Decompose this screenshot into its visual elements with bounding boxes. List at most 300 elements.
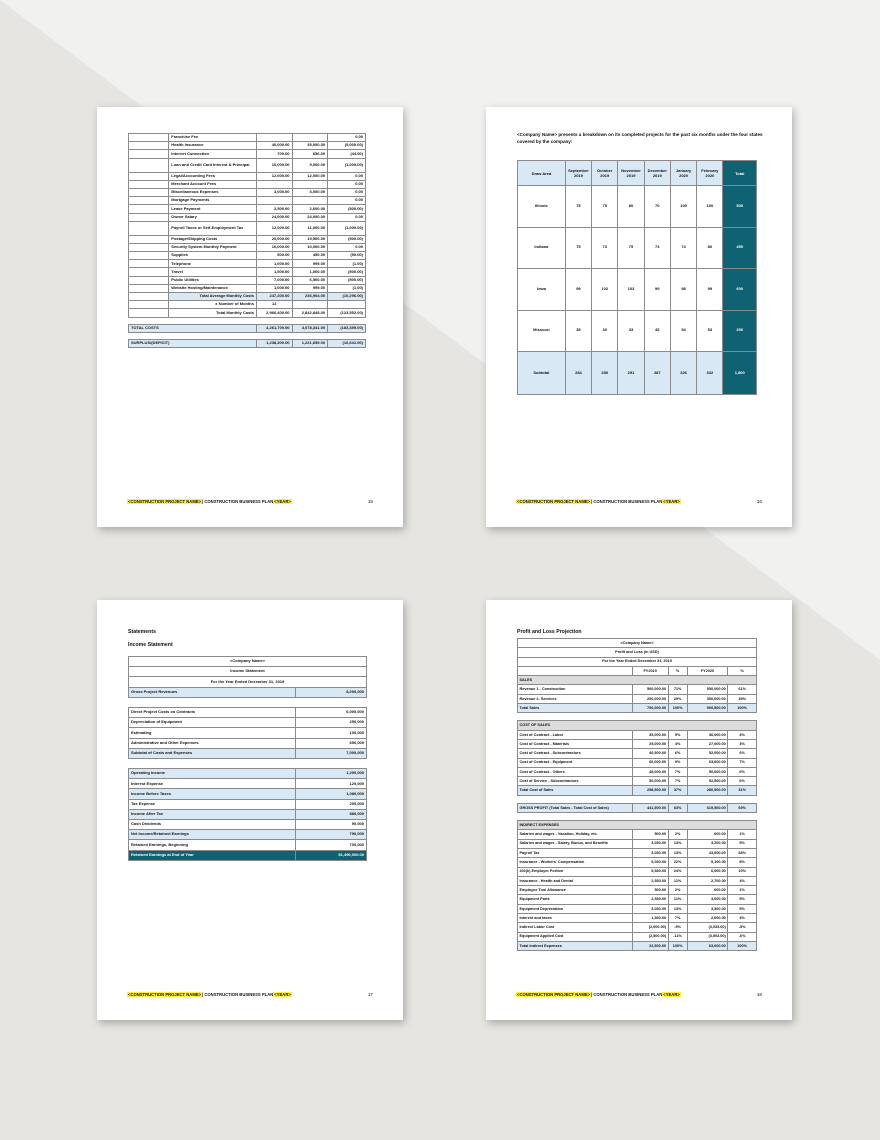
project-count: 99: [697, 269, 723, 311]
title-row: [129, 667, 367, 677]
line-value: 71%: [668, 685, 687, 694]
line-value: 7%: [668, 914, 687, 923]
line-value: 120,000: [295, 779, 366, 789]
line-value: 3,300.00: [687, 904, 728, 913]
table-cell: [518, 795, 757, 803]
table-cell: [129, 180, 169, 188]
state-row: [518, 186, 757, 228]
table-cell: [129, 276, 169, 284]
page-number: 18: [756, 991, 762, 997]
cost-row: [129, 205, 366, 213]
line-label: Revenue 1 - Construction: [518, 685, 633, 694]
total-row: [518, 786, 757, 795]
line-value: 5%: [728, 895, 757, 904]
line-value: 9%: [668, 758, 687, 767]
line-label: Administrative and Other Expenses: [129, 738, 296, 748]
line-value: 100%: [668, 704, 687, 713]
months-label: x Number of Months: [169, 301, 257, 309]
project-count: 54: [670, 310, 696, 352]
section-heading: Profit and Loss Projection: [517, 629, 582, 635]
line-row: [518, 932, 757, 941]
line-row: [129, 809, 367, 819]
statement-title: For the Year Ended December 31, 2019: [518, 657, 757, 666]
line-value: 1,080,000: [295, 789, 366, 799]
actual-value: [292, 134, 328, 142]
line-value: 500,000.00: [632, 685, 668, 694]
state-name: Iowa: [518, 269, 566, 311]
line-value: 2%: [668, 830, 687, 839]
budget-value: 1,000.00: [256, 284, 292, 292]
line-value: 5,030.00: [632, 858, 668, 867]
table-cell: 2,842,848.00: [292, 309, 328, 317]
line-value: 48,000.00: [632, 767, 668, 776]
spacer-row: [518, 813, 757, 821]
total-row: [518, 704, 757, 713]
column-header: January 2020: [670, 161, 696, 186]
line-value: 4%: [668, 739, 687, 748]
project-count: 103: [618, 269, 644, 311]
cost-row: [129, 252, 366, 260]
column-header: FY2020: [687, 666, 728, 675]
line-value: 31%: [728, 786, 757, 795]
line-label: Revenue 2- Services: [518, 694, 633, 703]
line-label: Salaries and wages - Salary, Bonus, and Benefits: [518, 839, 633, 848]
monthly-row: [129, 309, 366, 317]
line-row: [518, 685, 757, 694]
line-value: 2,700.00: [687, 876, 728, 885]
table-cell: [129, 205, 169, 213]
line-value: 700,000.00: [632, 704, 668, 713]
line-value: (2,500.00): [632, 932, 668, 941]
actual-value: 1,000.00: [292, 268, 328, 276]
table-cell: [129, 268, 169, 276]
line-value: 600.00: [687, 886, 728, 895]
variance-value: (500.00): [328, 276, 366, 284]
table-cell: (123,552.00): [328, 309, 366, 317]
table-cell: [129, 134, 169, 142]
state-row: [518, 310, 757, 352]
end-row: [129, 850, 367, 860]
line-value: 350,000.00: [687, 694, 728, 703]
table-cell: (183,359.00): [328, 324, 366, 332]
line-value: 3%: [728, 739, 757, 748]
project-count: 73: [644, 227, 670, 269]
line-label: Cost of Contract - Others: [518, 767, 633, 776]
table-cell: 4,261,700.00: [256, 324, 292, 332]
line-value: 29%: [668, 694, 687, 703]
cost-row: [129, 188, 366, 196]
variance-value: (5,000.00): [328, 142, 366, 150]
table-cell: 2,966,400.00: [256, 309, 292, 317]
project-count: 98: [670, 269, 696, 311]
state-name: Missouri: [518, 310, 566, 352]
line-row: [129, 728, 367, 738]
line-value: 6%: [668, 749, 687, 758]
income-statement-table: [128, 656, 367, 861]
table-cell: [129, 301, 169, 309]
project-count: 99: [644, 269, 670, 311]
spacer-row: [518, 795, 757, 803]
table-cell: [129, 150, 169, 158]
line-value: (3,033.00): [687, 923, 728, 932]
cost-label: Postage/Shipping Costs: [169, 235, 257, 243]
line-value: 650,000: [295, 738, 366, 748]
statement-title: Profit and Loss (in USD): [518, 648, 757, 657]
cost-row: [129, 158, 366, 172]
project-count: 100: [670, 186, 696, 228]
line-value: 68%: [728, 848, 757, 857]
actual-value: [292, 180, 328, 188]
table-cell: [129, 317, 366, 324]
variance-value: (44.00): [328, 150, 366, 158]
subtotal-cell: 280: [592, 352, 618, 395]
table-cell: [129, 758, 367, 768]
table-cell: [129, 309, 169, 317]
line-row: [518, 830, 757, 839]
section-label: INDIRECT EXPENSES: [518, 821, 757, 830]
line-value: (3,503.00): [687, 932, 728, 941]
table-cell: [129, 172, 169, 180]
months-row: [129, 301, 366, 309]
line-value: 3,200.00: [687, 839, 728, 848]
table-cell: 236,904.00: [292, 293, 328, 301]
line-value: -11%: [668, 932, 687, 941]
project-count: 80: [697, 227, 723, 269]
cost-row: [129, 150, 366, 158]
actual-value: 9,000.00: [292, 158, 328, 172]
variance-value: (1.00): [328, 260, 366, 268]
line-value: -5%: [728, 923, 757, 932]
table-cell: [129, 158, 169, 172]
cost-label: Health Insurance: [169, 142, 257, 150]
line-value: 6,000,000: [295, 707, 366, 717]
line-row: [518, 694, 757, 703]
cost-label: Lease Payment: [169, 205, 257, 213]
cost-row: [129, 276, 366, 284]
surplus-label: SURPLUS/(DEFICIT): [129, 339, 257, 347]
cost-label: Miscellaneous Expenses: [169, 188, 257, 196]
footer-project-name: <CONSTRUCTION PROJECT NAME>: [128, 991, 202, 997]
line-value: 280,500.00: [687, 786, 728, 795]
line-label: Operating Income: [129, 769, 296, 779]
project-count: 75: [565, 186, 591, 228]
line-value: 3,030.00: [632, 848, 668, 857]
cost-row: [129, 284, 366, 292]
spacer-row: [129, 332, 366, 339]
line-value: 52,500.00: [687, 777, 728, 786]
budget-value: 7,000.00: [256, 276, 292, 284]
variance-value: 0.00: [328, 180, 366, 188]
line-value: 5%: [728, 839, 757, 848]
state-row: [518, 269, 757, 311]
actual-value: 24,000.00: [292, 213, 328, 221]
line-row: [518, 886, 757, 895]
intro-paragraph: <Company Name> presents a breakdown on its completed projects for the past six months under the four states covered by the company:: [517, 132, 763, 144]
footer-plan-title: | CONSTRUCTION BUSINESS PLAN: [591, 498, 663, 504]
cost-row: [129, 235, 366, 243]
line-value: 37%: [668, 786, 687, 795]
column-header: Total: [723, 161, 757, 186]
cost-label: Owner Salary: [169, 213, 257, 221]
section-heading: Statements: [128, 629, 156, 635]
line-label: Cost of Contract - Equipment: [518, 758, 633, 767]
project-count: 75: [592, 186, 618, 228]
line-value: 22%: [668, 858, 687, 867]
line-value: 1,530.00: [632, 914, 668, 923]
table-cell: [129, 213, 169, 221]
table-cell: [328, 301, 366, 309]
line-label: Indirect Labor Cost: [518, 923, 633, 932]
spacer-row: [129, 317, 366, 324]
months-value: 12: [256, 301, 292, 309]
statement-title: <Company Name>: [129, 657, 367, 667]
line-value: 90,000: [295, 820, 366, 830]
table-cell: 4,078,341.00: [292, 324, 328, 332]
spacer-row: [518, 713, 757, 721]
section-label: SALES: [518, 676, 757, 685]
line-value: 619,500.00: [687, 803, 728, 812]
line-value: 7%: [668, 767, 687, 776]
line-label: Direct Project Costs on Contracts: [129, 707, 296, 717]
line-value: 441,500.00: [632, 803, 668, 812]
footer-project-name: <CONSTRUCTION PROJECT NAME>: [517, 991, 591, 997]
line-row: [129, 738, 367, 748]
budget-value: 1,500.00: [256, 268, 292, 276]
table-cell: [518, 713, 757, 721]
total-row: [518, 803, 757, 812]
budget-value: 3,000.00: [256, 188, 292, 196]
header-row: [518, 161, 757, 186]
section-row: [518, 676, 757, 685]
page-number: 15: [367, 498, 373, 504]
line-value: 35,000.00: [632, 730, 668, 739]
table-cell: [129, 260, 169, 268]
actual-value: 2,600.00: [292, 205, 328, 213]
line-value: (2,000.00): [632, 923, 668, 932]
line-label: 401(k) Employer Portion: [518, 867, 633, 876]
table-cell: [129, 188, 169, 196]
actual-value: 11,000.00: [292, 221, 328, 235]
draw-area-table: [517, 160, 757, 395]
line-label: Gross Project Revenues: [129, 687, 296, 697]
line-value: 3,030.00: [632, 839, 668, 848]
table-cell: [129, 221, 169, 235]
line-value: 100,000: [295, 728, 366, 738]
line-value: 6%: [728, 749, 757, 758]
line-row: [518, 777, 757, 786]
total-costs-label: TOTAL COSTS: [129, 324, 257, 332]
line-value: 880,000: [295, 809, 366, 819]
column-header: Draw Area: [518, 161, 566, 186]
line-row: [129, 718, 367, 728]
column-header: November 2019: [618, 161, 644, 186]
line-label: Tax Expense: [129, 799, 296, 809]
line-label: GROSS PROFIT (Total Sales - Total Cost of Sales): [518, 803, 633, 812]
line-value: 500.00: [632, 886, 668, 895]
line-value: 550,000.00: [687, 685, 728, 694]
column-header: December 2019: [644, 161, 670, 186]
cost-row: [129, 268, 366, 276]
line-value: 100%: [668, 941, 687, 950]
budget-value: 1,000.00: [256, 260, 292, 268]
line-value: 5%: [668, 730, 687, 739]
line-value: 1%: [728, 830, 757, 839]
line-row: [518, 767, 757, 776]
budget-value: 12,000.00: [256, 221, 292, 235]
page-15: [97, 107, 403, 527]
project-count: 70: [644, 186, 670, 228]
title-row: [129, 657, 367, 667]
line-value: 13%: [668, 848, 687, 857]
line-label: Cost of Contract - Subcontractors: [518, 749, 633, 758]
line-value: 3,000.00: [687, 895, 728, 904]
project-count: 250: [723, 310, 757, 352]
line-row: [129, 840, 367, 850]
line-value: 5,530.00: [632, 867, 668, 876]
title-row: [518, 639, 757, 648]
profit-loss-table: [517, 638, 757, 951]
line-value: 8%: [728, 858, 757, 867]
cost-label: Franchise Fee: [169, 134, 257, 142]
line-value: 6,000.00: [687, 867, 728, 876]
actual-value: 3,000.00: [292, 188, 328, 196]
line-label: Income Before Taxes: [129, 789, 296, 799]
state-row: [518, 227, 757, 269]
variance-value: 0.00: [328, 172, 366, 180]
actual-value: 19,500.00: [292, 235, 328, 243]
table-cell: (10,296.00): [328, 293, 366, 301]
line-value: 6%: [728, 767, 757, 776]
variance-value: 0.00: [328, 213, 366, 221]
line-value: -9%: [668, 923, 687, 932]
cost-label: Payroll Taxes or Self-Employment Tax: [169, 221, 257, 235]
actual-value: [292, 197, 328, 205]
page-footer: [516, 990, 762, 998]
footer-plan-title: | CONSTRUCTION BUSINESS PLAN: [202, 498, 274, 504]
line-value: 790,000: [295, 830, 366, 840]
title-row: [518, 648, 757, 657]
state-name: Illinois: [518, 186, 566, 228]
statement-title: For the Year Ended December 31, 2019: [129, 677, 367, 687]
footer-project-name: <CONSTRUCTION PROJECT NAME>: [517, 498, 591, 504]
line-label: Cost of Contract - Labor: [518, 730, 633, 739]
column-header: %: [668, 666, 687, 675]
line-row: [129, 769, 367, 779]
cost-label: Supplies: [169, 252, 257, 260]
line-value: 5%: [728, 904, 757, 913]
cost-label: Security System Monthly Payment: [169, 243, 257, 251]
line-label: Equipment Applied Cost: [518, 932, 633, 941]
line-value: 3,030.00: [632, 904, 668, 913]
line-value: 36,000.00: [687, 730, 728, 739]
subtotal-row: [518, 352, 757, 395]
line-value: 5,100.00: [687, 858, 728, 867]
page-footer: [516, 497, 762, 505]
line-value: 50,000.00: [687, 767, 728, 776]
project-count: 102: [592, 269, 618, 311]
table-cell: [129, 284, 169, 292]
line-value: 63%: [668, 803, 687, 812]
column-header: February 2020: [697, 161, 723, 186]
line-row: [518, 839, 757, 848]
section-row: [518, 821, 757, 830]
line-value: $1,490,000.00: [295, 850, 366, 860]
project-count: 33: [618, 310, 644, 352]
table-cell: [292, 301, 328, 309]
line-label: Cost of Service - Subcontractors: [518, 777, 633, 786]
page-17: [97, 600, 403, 1020]
subtotal-cell: 1,800: [723, 352, 757, 395]
cost-label: Internet Connection: [169, 150, 257, 158]
variance-value: (500.00): [328, 235, 366, 243]
table-cell: [129, 252, 169, 260]
project-count: 75: [565, 227, 591, 269]
budget-value: 500.00: [256, 252, 292, 260]
state-name: Indiana: [518, 227, 566, 269]
table-cell: 247,200.00: [256, 293, 292, 301]
avg-row: [129, 293, 366, 301]
line-value: 61%: [728, 685, 757, 694]
line-value: 52,000.00: [687, 749, 728, 758]
cost-label: Telephone: [169, 260, 257, 268]
project-count: 500: [723, 186, 757, 228]
line-label: Total Cost of Sales: [518, 786, 633, 795]
budget-value: [256, 134, 292, 142]
line-label: Income After Tax: [129, 809, 296, 819]
line-value: 2,000.00: [687, 914, 728, 923]
table-cell: [129, 332, 366, 339]
line-label: Cash Dividends: [129, 820, 296, 830]
variance-value: 0.00: [328, 197, 366, 205]
line-label: Net Income/Retained Earnings: [129, 830, 296, 840]
cost-row: [129, 260, 366, 268]
budget-value: 40,000.00: [256, 142, 292, 150]
line-value: 27,000.00: [687, 739, 728, 748]
line-value: 40,500.00: [632, 749, 668, 758]
monthly-label: Total Monthly Costs: [169, 309, 257, 317]
table-cell: [129, 142, 169, 150]
line-value: 11%: [668, 895, 687, 904]
cost-row: [129, 221, 366, 235]
project-count: 73: [592, 227, 618, 269]
line-value: -6%: [728, 932, 757, 941]
page-18: [486, 600, 792, 1020]
line-value: 2,530.00: [632, 895, 668, 904]
page-footer: [127, 497, 373, 505]
subtotal-row: [129, 748, 367, 758]
page-number: 17: [367, 991, 373, 997]
cost-label: Merchant Account Fees: [169, 180, 257, 188]
project-count: 45: [644, 310, 670, 352]
line-value: 7%: [728, 758, 757, 767]
line-value: 100%: [728, 704, 757, 713]
line-value: 2,530.00: [632, 876, 668, 885]
actual-value: 999.00: [292, 260, 328, 268]
page-number: 16: [756, 498, 762, 504]
budget-value: [256, 180, 292, 188]
footer-year: <YEAR>: [274, 991, 291, 997]
project-count: 35: [565, 310, 591, 352]
section-label: COST OF SALES: [518, 721, 757, 730]
line-label: Employee Tool Allowance: [518, 886, 633, 895]
budget-value: 700.00: [256, 150, 292, 158]
spacer-row: [129, 758, 367, 768]
project-count: 75: [618, 227, 644, 269]
cost-row: [129, 134, 366, 142]
table-cell: [129, 235, 169, 243]
cost-row: [129, 197, 366, 205]
subtotal-cell: 291: [618, 352, 644, 395]
